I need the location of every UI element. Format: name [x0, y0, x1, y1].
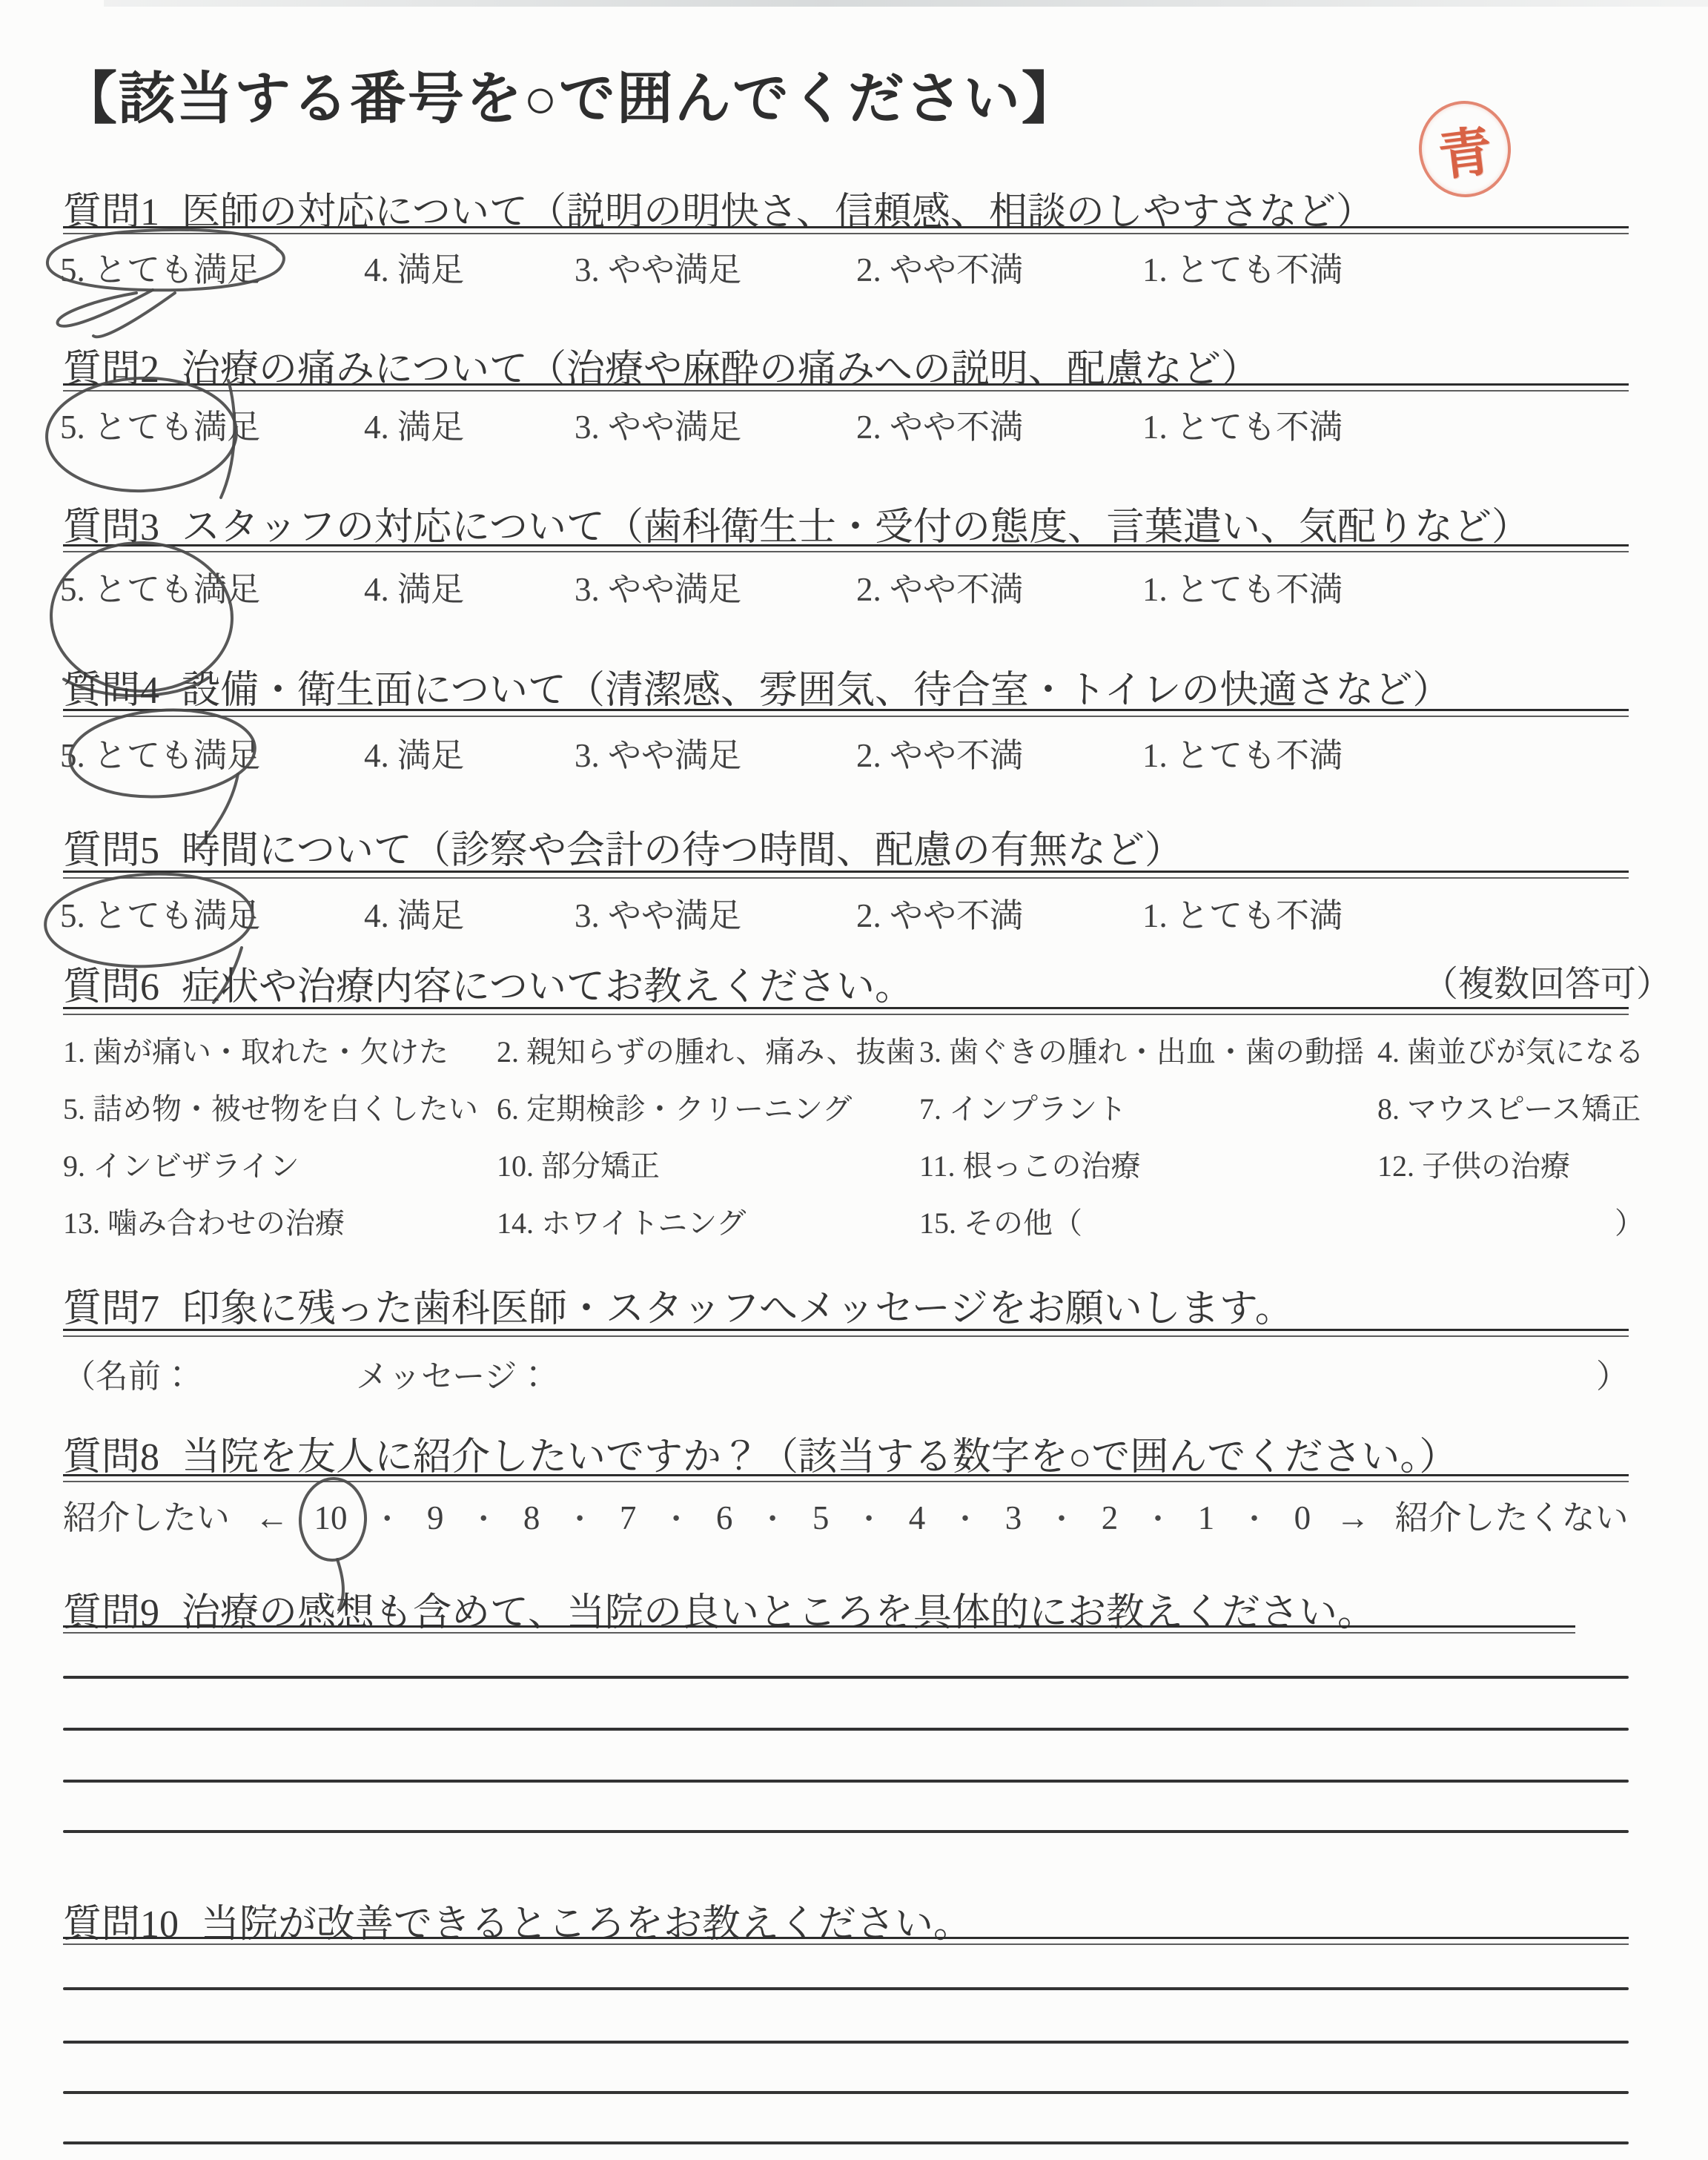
option-4-satisfied[interactable] — [364, 400, 464, 448]
option-3-somewhat-satisfied[interactable] — [575, 888, 741, 937]
symptom-item-14[interactable]: 14. ホワイトニング — [497, 1206, 747, 1240]
message-field-label: メッセージ： — [356, 1358, 550, 1395]
option-label: 1. とても不満 — [1142, 571, 1343, 608]
symptom-item-8[interactable]: 8. マウスピース矯正 — [1377, 1092, 1641, 1126]
divider-line — [63, 1625, 1575, 1634]
option-5-very-satisfied[interactable] — [60, 728, 260, 776]
question-label: 質問2 — [63, 349, 160, 391]
dot-separator: ・ — [1239, 1502, 1269, 1536]
left-arrow-icon: ← — [254, 1499, 289, 1536]
option-4-satisfied[interactable] — [364, 562, 464, 610]
symptom-options-grid — [63, 1034, 1644, 1242]
nps-number-5[interactable] — [812, 1499, 830, 1537]
nps-number-label: 10 — [314, 1499, 348, 1536]
option-2-somewhat-dissatisfied[interactable] — [856, 400, 1023, 448]
question-title-text: スタッフの対応について（歯科衛生士・受付の態度、言葉遣い、気配りなど） — [182, 506, 1530, 549]
option-4-satisfied[interactable] — [364, 728, 464, 776]
stamp-character: 青 — [1435, 121, 1496, 188]
question-title-text: 印象に残った歯科医師・スタッフへメッセージをお願いします。 — [182, 1288, 1294, 1330]
symptom-item-9[interactable]: 9. インビザライン — [63, 1149, 299, 1183]
symptom-item-11[interactable]: 11. 根っこの治療 — [919, 1149, 1141, 1183]
question-label: 質問3 — [63, 506, 160, 549]
option-1-very-dissatisfied[interactable] — [1142, 562, 1343, 610]
dot-separator: ・ — [1047, 1502, 1076, 1536]
handwritten-circle — [42, 229, 338, 355]
nps-number-0[interactable] — [1294, 1499, 1311, 1537]
option-label: 4. 満足 — [364, 897, 465, 934]
name-field-label: （名前： — [63, 1358, 193, 1395]
nps-number-label: 8 — [523, 1499, 540, 1536]
symptom-item-12[interactable]: 12. 子供の治療 — [1377, 1149, 1570, 1183]
question-5-title — [63, 819, 1183, 874]
option-label: 1. とても不満 — [1142, 737, 1343, 774]
question-4-options — [60, 728, 1629, 774]
option-label: 5. とても満足 — [60, 409, 261, 446]
nps-scale-row — [63, 1490, 1629, 1539]
question-1-options — [60, 242, 1629, 288]
option-5-very-satisfied[interactable] — [60, 888, 260, 937]
question-label: 質問4 — [63, 670, 160, 712]
symptom-item-5[interactable]: 5. 詰め物・被せ物を白くしたい — [63, 1092, 478, 1126]
divider-line — [63, 383, 1629, 392]
question-label: 質問1 — [63, 191, 160, 234]
option-label: 4. 満足 — [364, 571, 465, 608]
symptom-item-7[interactable]: 7. インプラント — [919, 1092, 1127, 1126]
answer-line[interactable] — [63, 2141, 1629, 2144]
option-label: 2. やや不満 — [856, 897, 1024, 934]
question-label: 質問5 — [63, 830, 160, 872]
nps-number-label: 7 — [619, 1499, 637, 1536]
option-3-somewhat-satisfied[interactable] — [575, 400, 741, 448]
right-arrow-icon: → — [1335, 1499, 1370, 1536]
nps-number-8[interactable] — [523, 1499, 540, 1537]
question-5-options — [60, 888, 1629, 934]
dot-separator: ・ — [854, 1502, 884, 1536]
option-2-somewhat-dissatisfied[interactable] — [856, 728, 1023, 776]
option-4-satisfied[interactable] — [364, 888, 464, 937]
answer-line[interactable] — [63, 1728, 1629, 1731]
divider-line — [63, 226, 1629, 234]
answer-line[interactable] — [63, 1830, 1629, 1833]
dot-separator: ・ — [758, 1502, 788, 1536]
symptom-item-15-other[interactable]: 15. その他（ — [919, 1206, 1082, 1240]
symptom-item-1[interactable]: 1. 歯が痛い・取れた・欠けた — [63, 1035, 448, 1069]
option-label: 2. やや不満 — [856, 409, 1024, 446]
option-label: 3. やや満足 — [575, 251, 742, 288]
symptom-item-10[interactable]: 10. 部分矯正 — [497, 1149, 660, 1183]
nps-number-6[interactable] — [716, 1499, 733, 1537]
option-label: 2. やや不満 — [856, 251, 1024, 288]
option-5-very-satisfied[interactable] — [60, 400, 260, 448]
multiple-answers-note: （複数回答可） — [1422, 965, 1672, 1004]
nps-number-label: 3 — [1004, 1499, 1022, 1536]
nps-number-4[interactable] — [909, 1499, 926, 1537]
question-label: 質問6 — [63, 966, 160, 1008]
symptom-item-4[interactable]: 4. 歯並びが気になる — [1377, 1035, 1644, 1069]
nps-number-label: 2 — [1101, 1499, 1119, 1536]
nps-left-label: 紹介したい — [63, 1499, 231, 1536]
option-label: 4. 満足 — [364, 251, 465, 288]
divider-line — [63, 1007, 1629, 1015]
dot-separator: ・ — [661, 1502, 692, 1536]
option-3-somewhat-satisfied[interactable] — [575, 562, 741, 610]
nps-number-3[interactable] — [1005, 1499, 1022, 1537]
divider-line — [63, 1329, 1629, 1337]
option-label: 5. とても満足 — [60, 251, 261, 288]
question-title-text: 治療の痛みについて（治療や麻酔の痛みへの説明、配慮など） — [182, 349, 1260, 391]
answer-line[interactable] — [63, 1987, 1629, 1990]
option-5-very-satisfied[interactable] — [60, 242, 260, 291]
option-label: 1. とても不満 — [1142, 251, 1343, 288]
question-3-title — [63, 495, 1530, 551]
option-label: 3. やや満足 — [575, 737, 742, 774]
divider-line — [63, 544, 1629, 552]
nps-number-label: 5 — [812, 1499, 830, 1536]
option-2-somewhat-dissatisfied[interactable] — [856, 888, 1023, 937]
answer-line[interactable] — [63, 1676, 1629, 1679]
question-title-text: 治療の感想も含めて、当院の良いところを具体的にお教えください。 — [182, 1592, 1376, 1634]
divider-line — [63, 1474, 1629, 1482]
option-label: 3. やや満足 — [575, 571, 742, 608]
question-title-text: 当院を友人に紹介したいですか？（該当する数字を○で囲んでください。） — [182, 1436, 1458, 1479]
option-label: 5. とても満足 — [60, 897, 261, 934]
divider-line — [63, 709, 1629, 717]
option-1-very-dissatisfied[interactable] — [1142, 728, 1343, 776]
nps-number-label: 9 — [426, 1499, 444, 1536]
answer-line[interactable] — [63, 2041, 1629, 2044]
dot-separator: ・ — [565, 1502, 595, 1536]
option-label: 1. とても不満 — [1142, 409, 1343, 446]
question-label: 質問7 — [63, 1288, 160, 1330]
question-label: 質問9 — [63, 1592, 160, 1634]
other-close-paren: ） — [1615, 1206, 1644, 1240]
name-message-row[interactable] — [63, 1350, 1629, 1395]
question-label: 質問10 — [63, 1903, 179, 1946]
nps-number-label: 6 — [715, 1499, 733, 1536]
nps-number-label: 0 — [1294, 1499, 1311, 1536]
option-1-very-dissatisfied[interactable] — [1142, 888, 1343, 937]
question-title-text: 医師の対応について（説明の明快さ、信頼感、相談のしやすさなど） — [182, 191, 1374, 234]
option-label: 3. やや満足 — [575, 897, 742, 934]
option-label: 5. とても満足 — [60, 737, 261, 774]
option-label: 4. 満足 — [364, 737, 465, 774]
divider-line — [63, 1937, 1629, 1945]
question-label: 質問8 — [63, 1436, 160, 1479]
symptom-item-6[interactable]: 6. 定期検診・クリーニング — [497, 1092, 853, 1126]
option-label: 1. とても不満 — [1142, 897, 1343, 934]
dot-separator: ・ — [469, 1502, 499, 1536]
dot-separator: ・ — [950, 1502, 981, 1536]
option-1-very-dissatisfied[interactable] — [1142, 242, 1343, 291]
option-label: 5. とても満足 — [60, 571, 261, 608]
symptom-item-2[interactable]: 2. 親知らずの腫れ、痛み、抜歯 — [497, 1035, 916, 1069]
question-7-title — [63, 1277, 1294, 1332]
question-8-title — [63, 1425, 1457, 1481]
question-title-text: 設備・衛生面について（清潔感、雰囲気、待合室・トイレの快適さなど） — [182, 670, 1452, 712]
option-label: 2. やや不満 — [856, 571, 1024, 608]
answer-line[interactable] — [63, 1780, 1629, 1783]
question-6-title — [63, 955, 913, 1011]
option-label: 2. やや不満 — [856, 737, 1024, 774]
question-title-text: 症状や治療内容についてお教えください。 — [182, 966, 913, 1008]
option-2-somewhat-dissatisfied[interactable] — [856, 562, 1023, 610]
question-title-text: 当院が改善できるところをお教えください。 — [201, 1903, 973, 1946]
dot-separator: ・ — [1142, 1502, 1173, 1536]
symptom-item-13[interactable]: 13. 噛み合わせの治療 — [63, 1206, 345, 1240]
approval-stamp — [1414, 96, 1517, 202]
nps-number-label: 1 — [1197, 1499, 1215, 1536]
answer-line[interactable] — [63, 2091, 1629, 2094]
nps-number-7[interactable] — [620, 1499, 637, 1537]
question-2-options — [60, 400, 1629, 446]
option-3-somewhat-satisfied[interactable] — [575, 728, 741, 776]
question-title-text: 時間について（診察や会計の待つ時間、配慮の有無など） — [182, 830, 1183, 872]
dot-separator: ・ — [372, 1502, 403, 1536]
option-label: 3. やや満足 — [575, 409, 742, 446]
question-3-options — [60, 562, 1629, 608]
divider-line — [63, 871, 1629, 879]
symptom-item-3[interactable]: 3. 歯ぐきの腫れ・出血・歯の動揺 — [919, 1035, 1364, 1069]
question-4-title — [63, 658, 1451, 714]
option-3-somewhat-satisfied[interactable] — [575, 242, 741, 291]
scan-edge-artifact — [104, 0, 1708, 7]
form-heading: 【該当する番号を○で囲んでください】 — [61, 68, 1079, 131]
nps-number-2[interactable] — [1102, 1499, 1119, 1537]
option-label: 4. 満足 — [364, 409, 465, 446]
option-1-very-dissatisfied[interactable] — [1142, 400, 1343, 448]
option-2-somewhat-dissatisfied[interactable] — [856, 242, 1023, 291]
nps-right-label: 紹介したくない — [1394, 1499, 1629, 1536]
option-4-satisfied[interactable] — [364, 242, 464, 291]
nps-number-1[interactable] — [1198, 1499, 1215, 1537]
close-paren: ） — [1596, 1358, 1629, 1395]
nps-number-9[interactable] — [427, 1499, 444, 1537]
option-5-very-satisfied[interactable] — [60, 562, 260, 610]
nps-number-10[interactable] — [314, 1499, 347, 1537]
nps-number-label: 4 — [908, 1499, 926, 1536]
